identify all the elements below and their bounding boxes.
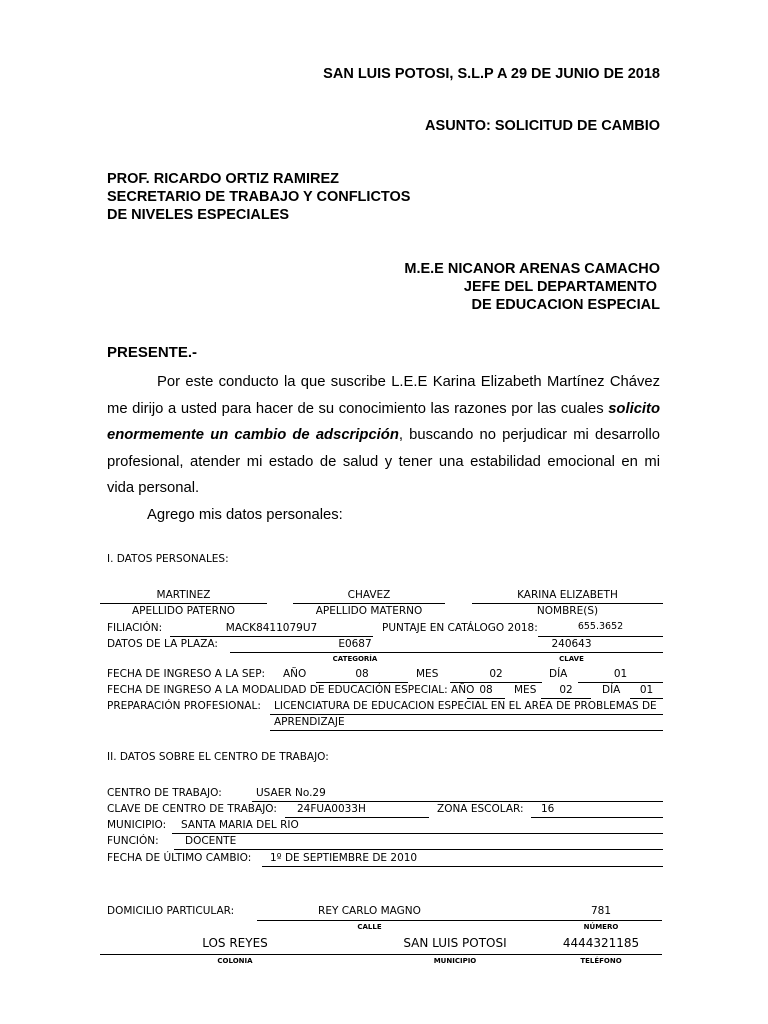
underline-colonia-row <box>100 954 662 955</box>
telefono-value: 4444321185 <box>562 936 640 950</box>
sep-mes-value: 02 <box>489 668 503 680</box>
recipient1-title: SECRETARIO DE TRABAJO Y CONFLICTOS <box>107 189 411 205</box>
underline-filiacion <box>170 636 373 637</box>
underline-materno <box>293 603 445 604</box>
underline-puntaje <box>538 636 663 637</box>
preparacion-label: PREPARACIÓN PROFESIONAL: <box>107 700 261 712</box>
underline-mod-anio <box>467 698 505 699</box>
filiacion-value: MACK8411079U7 <box>225 622 318 634</box>
underline-nombres <box>472 603 663 604</box>
place-date: SAN LUIS POTOSI, S.L.P A 29 DE JUNIO DE 2018 <box>323 66 660 82</box>
underline-plaza <box>230 652 663 653</box>
apellido-materno-value: CHAVEZ <box>347 589 391 601</box>
underline-mod-dia <box>630 698 663 699</box>
underline-mod-mes <box>541 698 591 699</box>
colonia-label: COLONIA <box>217 957 253 965</box>
underline-ultimo-cambio <box>262 866 663 867</box>
funcion-label: FUNCIÓN: <box>107 835 159 847</box>
sep-anio-value: 08 <box>355 668 369 680</box>
underline-centro <box>252 801 663 802</box>
sep-dia-label: DÍA <box>549 668 568 680</box>
underline-preparacion-1 <box>270 714 663 715</box>
municipio-label: MUNICIPIO: <box>107 819 167 831</box>
mod-mes-label: MES <box>514 684 537 696</box>
zona-value: 16 <box>541 803 555 815</box>
mod-mes-value: 02 <box>559 684 573 696</box>
sep-anio-label: AÑO <box>283 668 307 680</box>
greeting: PRESENTE.- <box>107 344 198 361</box>
clave-plaza-value: 240643 <box>551 638 592 650</box>
centro-label: CENTRO DE TRABAJO: <box>107 787 222 799</box>
colonia-value: LOS REYES <box>202 936 268 950</box>
recipient2-dept: DE EDUCACION ESPECIAL <box>471 297 660 313</box>
categoria-label: CATEGORÍA <box>332 655 378 663</box>
centro-value: USAER No.29 <box>256 787 326 799</box>
clave-plaza-label: CLAVE <box>559 655 584 663</box>
clave-centro-label: CLAVE DE CENTRO DE TRABAJO: <box>107 803 277 815</box>
municipio-domicilio-value: SAN LUIS POTOSI <box>403 936 507 950</box>
mod-dia-label: DÍA <box>602 684 621 696</box>
underline-clave-centro <box>285 817 429 818</box>
underline-sep-mes <box>450 682 542 683</box>
underline-sep-anio <box>316 682 408 683</box>
body-text-a: Por este conducto la que suscribe L.E.E Karina Elizabeth Martínez Chávez me dirijo a usted para hacer de su conocimiento las razones por las cuales <box>107 374 660 417</box>
underline-sep-dia <box>578 682 663 683</box>
apellido-paterno-label: APELLIDO PATERNO <box>131 605 236 617</box>
body-text-bold: solicito enormemente un cambio de adscripción <box>107 400 660 443</box>
categoria-value: E0687 <box>338 638 372 650</box>
calle-value: REY CARLO MAGNO <box>318 905 421 917</box>
section-work-title: II. DATOS SOBRE EL CENTRO DE TRABAJO: <box>107 751 329 763</box>
filiacion-label: FILIACIÓN: <box>107 622 163 634</box>
domicilio-label: DOMICILIO PARTICULAR: <box>107 905 235 917</box>
subject-line: ASUNTO: SOLICITUD DE CAMBIO <box>425 118 660 134</box>
mod-dia-value: 01 <box>639 684 654 696</box>
sep-dia-value: 01 <box>613 668 628 680</box>
body-paragraph <box>107 369 660 502</box>
municipio-value: SANTA MARIA DEL RIO <box>181 819 299 831</box>
nombres-label: NOMBRE(S) <box>536 605 599 617</box>
zona-label: ZONA ESCOLAR: <box>437 803 524 815</box>
apellido-materno-label: APELLIDO MATERNO <box>315 605 423 617</box>
apellido-paterno-value: MARTINEZ <box>156 589 211 601</box>
underline-municipio <box>172 833 663 834</box>
recipient1-name: PROF. RICARDO ORTIZ RAMIREZ <box>107 171 339 187</box>
puntaje-value: 655.3652 <box>577 621 624 632</box>
ingreso-modalidad-label: FECHA DE INGRESO A LA MODALIDAD DE EDUCACIÓN ESPECIAL: AÑO <box>107 684 475 696</box>
sep-mes-label: MES <box>416 668 439 680</box>
recipient2-name: M.E.E NICANOR ARENAS CAMACHO <box>404 261 660 277</box>
underline-funcion <box>174 849 663 850</box>
numero-value: 781 <box>590 905 612 917</box>
ultimo-cambio-label: FECHA DE ÚLTIMO CAMBIO: <box>107 852 252 864</box>
puntaje-label: PUNTAJE EN CATÁLOGO 2018: <box>382 622 538 634</box>
recipient1-dept: DE NIVELES ESPECIALES <box>107 207 290 223</box>
ingreso-sep-label: FECHA DE INGRESO A LA SEP: <box>107 668 266 680</box>
telefono-label: TELÉFONO <box>580 957 622 965</box>
funcion-value: DOCENTE <box>185 835 237 847</box>
mod-anio-value: 08 <box>479 684 493 696</box>
plaza-label: DATOS DE LA PLAZA: <box>107 638 218 650</box>
numero-label: NÚMERO <box>583 923 619 931</box>
nombres-value: KARINA ELIZABETH <box>517 589 618 601</box>
clave-centro-value: 24FUA0033H <box>297 803 366 815</box>
body-text-b: , buscando no perjudicar mi desarrollo profesional, atender mi estado de salud y tener una estabilidad emocional en mi vida personal. <box>107 427 660 496</box>
underline-preparacion-2 <box>270 730 663 731</box>
underline-zona <box>531 817 663 818</box>
preparacion-value-line2: APRENDIZAJE <box>274 716 345 728</box>
underline-paterno <box>100 603 267 604</box>
section-personal-title: I. DATOS PERSONALES: <box>107 553 229 565</box>
body-paragraph-2: Agrego mis datos personales: <box>147 507 343 523</box>
underline-domicilio <box>257 920 662 921</box>
ultimo-cambio-value: 1º DE SEPTIEMBRE DE 2010 <box>270 852 418 864</box>
municipio-domicilio-label: MUNICIPIO <box>433 957 477 965</box>
recipient2-title: JEFE DEL DEPARTAMENTO <box>463 279 657 295</box>
preparacion-value-line1: LICENCIATURA DE EDUCACION ESPECIAL EN EL AREA DE PROBLEMAS DE <box>274 700 657 712</box>
calle-label: CALLE <box>357 923 382 931</box>
